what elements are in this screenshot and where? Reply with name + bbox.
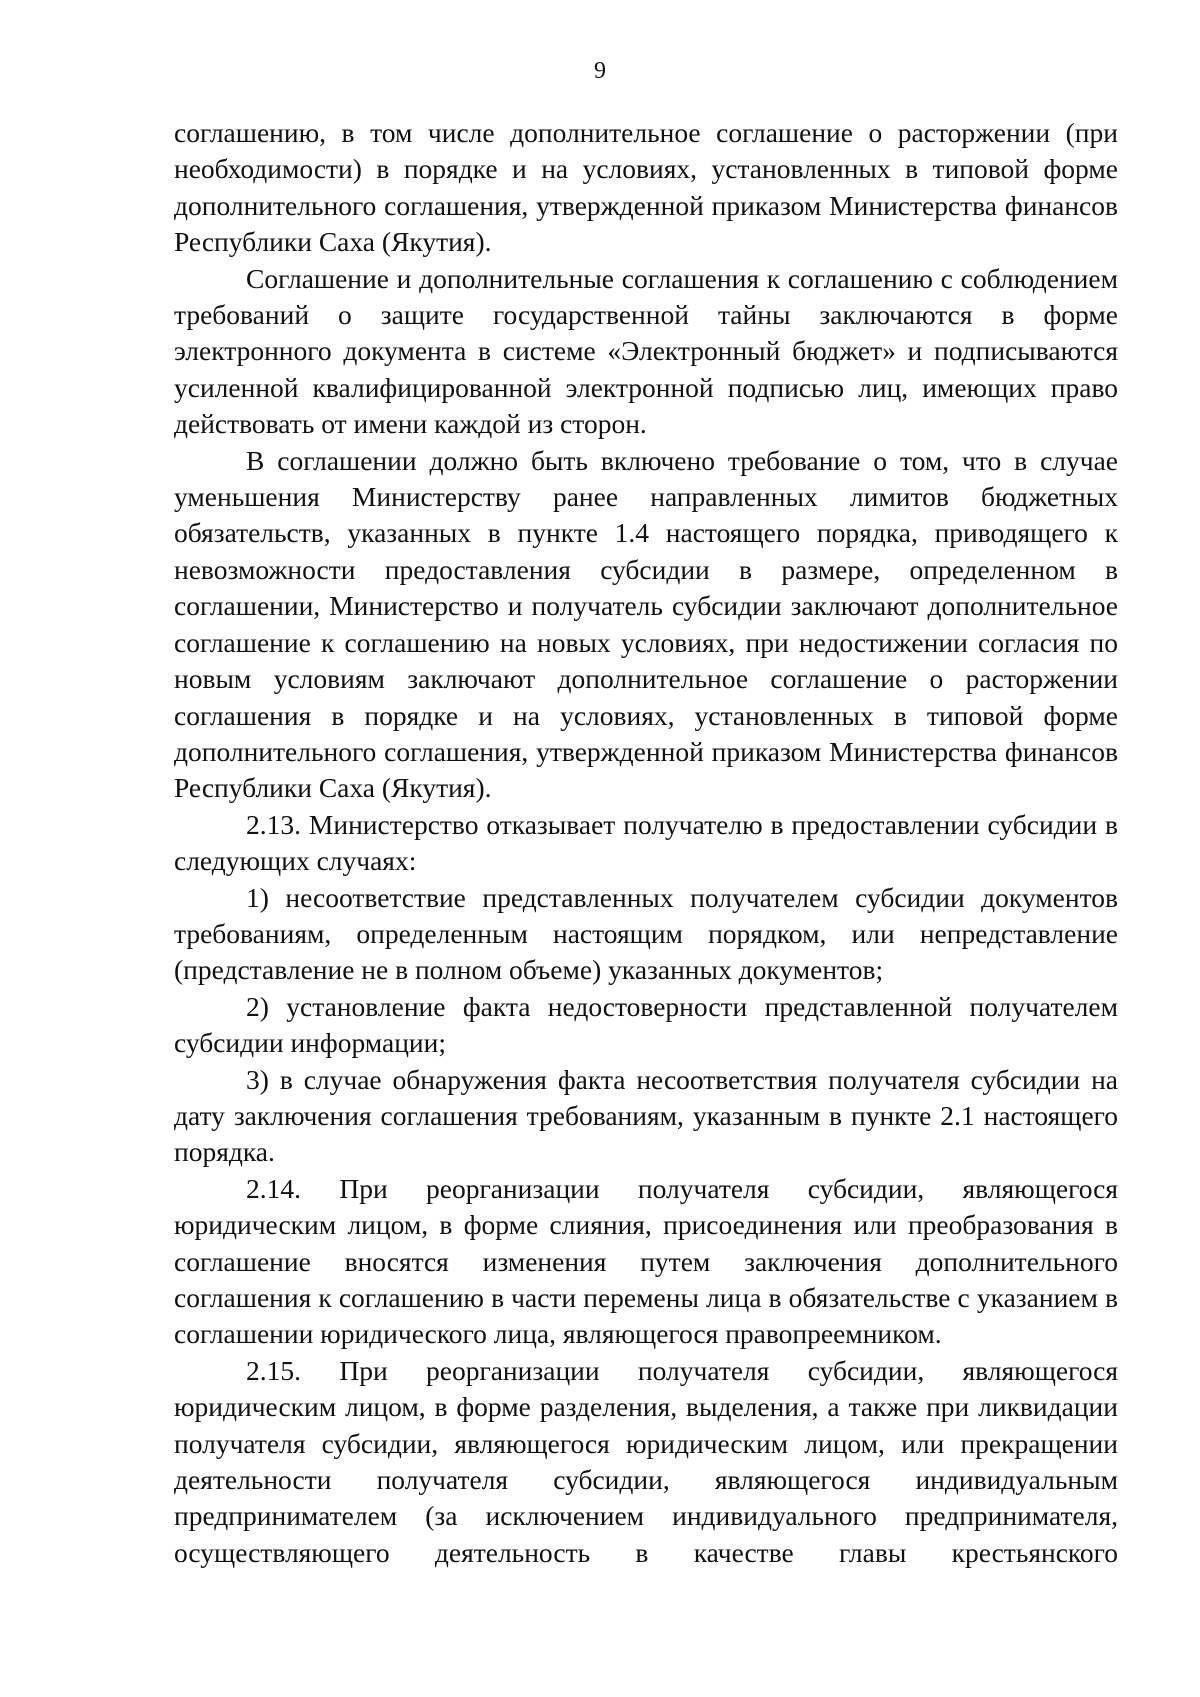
paragraph-2-15: 2.15. При реорганизации получателя субсидии, являющегося юридическим лицом, в форме разделения, выделения, а также при ликвидации получателя субсидии, являющегося юридическим лицом, или прекращении деятельности получателя субсидии, являющегося индивидуальным предпринимателем (за исключением индивидуального предпринимателя, осуществляющего деятельность в качестве главы крестьянского (174, 1354, 1118, 1568)
document-body (174, 115, 1118, 1571)
paragraph-2-14: 2.14. При реорганизации получателя субсидии, являющегося юридическим лицом, в форме слияния, присоединения или преобразования в соглашение вносятся изменения путем заключения дополнительного соглашения к соглашению в части перемены лица в обязательстве с указанием в соглашении юридического лица, являющегося правопреемником. (174, 1172, 1118, 1350)
paragraph-2-13: 2.13. Министерство отказывает получателю в предоставлении субсидии в следующих случаях: (174, 808, 1118, 877)
list-item-3: 3) в случае обнаружения факта несоответствия получателя субсидии на дату заключения соглашения требованиям, указанным в пункте 2.1 настоящего порядка. (174, 1063, 1118, 1168)
list-item-1: 1) несоответствие представленных получателем субсидии документов требованиям, определенным настоящим порядком, или непредставление (представление не в полном объеме) указанных документов; (174, 881, 1118, 986)
paragraph-agreement-signing: Соглашение и дополнительные соглашения к соглашению с соблюдением требований о защите государственной тайны заключаются в форме электронного документа в системе «Электронный бюджет» и подписываются усиленной квалифицированной электронной подписью лиц, имеющих право действовать от имени каждой из сторон. (174, 262, 1118, 440)
paragraph-limits-reduction: В соглашении должно быть включено требование о том, что в случае уменьшения Министерству ранее направленных лимитов бюджетных обязательств, указанных в пункте 1.4 настоящего порядка, приводящего к невозможности предоставления субсидии в размере, определенном в соглашении, Министерство и получатель субсидии заключают дополнительное соглашение к соглашению на новых условиях, при недостижении согласия по новым условиям заключают дополнительное соглашение о расторжении соглашения в порядке и на условиях, установленных в типовой форме дополнительного соглашения, утвержденной приказом Министерства финансов Республики Саха (Якутия). (174, 444, 1118, 804)
list-item-2: 2) установление факта недостоверности представленной получателем субсидии информации; (174, 990, 1118, 1059)
page-number: 9 (594, 58, 606, 84)
paragraph-continuation: соглашению, в том числе дополнительное соглашение о расторжении (при необходимости) в порядке и на условиях, установленных в типовой форме дополнительного соглашения, утвержденной приказом Министерства финансов Республики Саха (Якутия). (174, 117, 1118, 258)
